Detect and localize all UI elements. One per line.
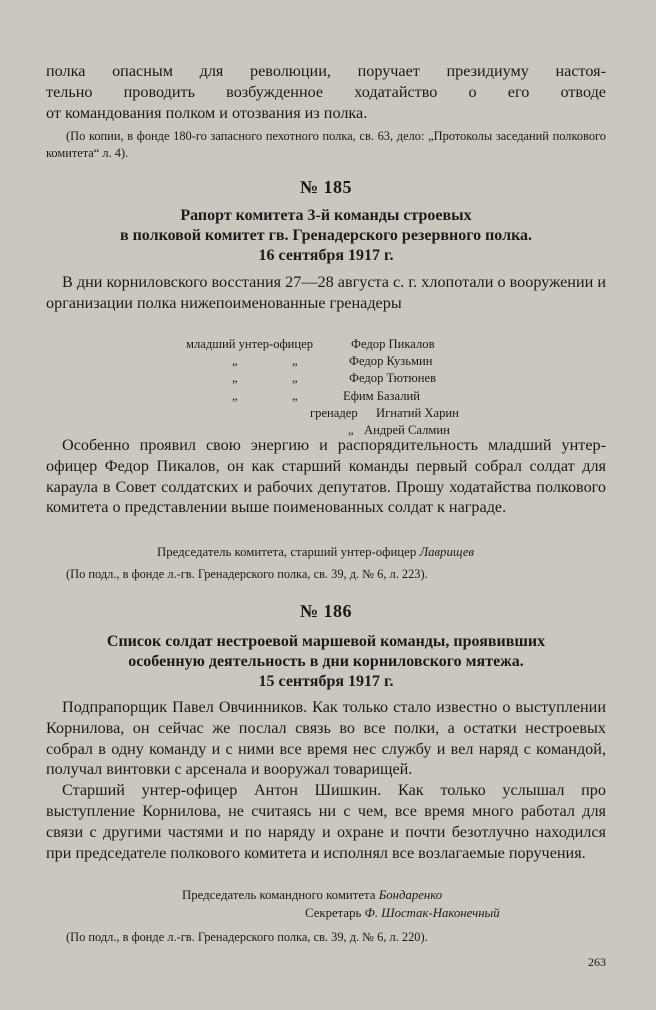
- doc186-source-note: (По подл., в фонде л.-гв. Гренадерского полка, св. 39, д. № 6, л. 220).: [66, 930, 428, 944]
- doc186-title-line-1: Список солдат нестроевой маршевой команды, проявивших: [106, 633, 546, 650]
- page-number: 263: [588, 955, 606, 969]
- doc185-title: [46, 206, 606, 266]
- doc185-signature: [157, 543, 474, 561]
- soldier-rank-ditto: „: [348, 422, 354, 437]
- doc185-title-line-3: 16 сентября 1917 г.: [258, 247, 394, 264]
- soldier-name: Андрей Салмин: [364, 422, 450, 437]
- doc186-title: [46, 632, 606, 692]
- intro-source-note: (По копии, в фонде 180-го запасного пехотного полка, св. 63, дело: „Протоколы заседаний полкового комитета“ л. 4).: [46, 129, 606, 160]
- soldier-name: Ефим Базалий: [343, 388, 420, 403]
- soldier-rank: гренадер: [310, 405, 358, 420]
- soldier-rank-ditto: „: [232, 388, 238, 403]
- doc186-signature-1-name: Бондаренко: [378, 888, 443, 902]
- doc186-paragraph-2: Старший унтер-офицер Антон Шишкин. Как только услышал про выступление Корнилова, не считаясь ни с чем, все время много работал для связи с другими частями и по наряду и охране и почти безотлучно находился при председателе полкового комитета и исполнял все возлагаемые поручения.: [46, 781, 606, 862]
- list-item: [46, 405, 606, 422]
- doc186-paragraph-1: Подпрапорщик Павел Овчинников. Как только стало известно о выступлении Корнилова, он сейчас же послал связь во все полки, а остатки нестроевых собрал в одну команду и с ними все время нес службу и вел наряд с командой, получал винтовки с арсенала и вооружал товарищей.: [46, 698, 606, 779]
- soldier-rank: младший унтер-офицер: [186, 337, 314, 351]
- doc186-title-line-3: 15 сентября 1917 г.: [258, 673, 394, 690]
- doc186-signature-2-name: Ф. Шостак-Наконечный: [364, 906, 500, 920]
- doc185-paragraph-2-text: Особенно проявил свою энергию и распорядительность младший унтер-офицер Федор Пикалов, он как старший команды первый собрал солдат для караула в Совет солдатских и рабочих депутатов. Прошу ходатайства полкового комитета о представлении выше поименованных солдат к награде.: [46, 436, 606, 517]
- doc186-number: № 186: [299, 601, 353, 621]
- intro-paragraph: [46, 61, 606, 123]
- soldier-name: Игнатий Харин: [376, 405, 459, 420]
- doc185-signature-name: Лаврищев: [419, 545, 475, 559]
- soldier-name: Федор Кузьмин: [349, 354, 433, 369]
- doc185-source-note: (По подл., в фонде л.-гв. Гренадерского полка, св. 39, д. № 6, л. 223).: [66, 567, 428, 581]
- soldier-rank-ditto-2: „: [292, 354, 298, 369]
- doc185-signature-role: Председатель комитета, старший унтер-офицер: [157, 545, 417, 559]
- soldier-rank-ditto-2: „: [292, 371, 298, 386]
- doc185-paragraph-1-text: В дни корниловского восстания 27—28 августа с. г. хлопотали о вооружении и организации полка нижепоименованные гренадеры: [46, 273, 606, 312]
- doc185-paragraph-2: [46, 435, 606, 518]
- soldier-rank-ditto: „: [232, 354, 238, 369]
- doc186-signature-1-role: Председатель командного комитета: [182, 888, 376, 902]
- doc186-title-line-2: особенную деятельность в дни корниловского мятежа.: [128, 653, 524, 670]
- doc185-number: № 185: [299, 177, 353, 197]
- list-item: [46, 353, 606, 370]
- list-item: [46, 388, 606, 405]
- list-item: [46, 370, 606, 387]
- intro-line-1: полка опасным для революции, поручает президиуму настоя-: [46, 62, 606, 80]
- doc186-signature-1: [182, 886, 442, 904]
- intro-line-2: тельно проводить возбужденное ходатайство о его отводе: [46, 82, 606, 101]
- soldier-rank-ditto-2: „: [292, 388, 298, 403]
- intro-line-3: от командования полком и отозвания из полка.: [46, 103, 368, 122]
- soldier-rank-ditto: „: [232, 371, 238, 386]
- doc186-signature-2: [305, 904, 500, 922]
- doc185-paragraph-1: [46, 272, 606, 314]
- list-item: [46, 336, 606, 353]
- doc185-soldier-list: [46, 336, 606, 439]
- doc186-signature-2-role: Секретарь: [305, 906, 362, 920]
- doc185-title-line-2: в полковой комитет гв. Гренадерского резервного полка.: [119, 227, 533, 244]
- soldier-name: Федор Пикалов: [351, 337, 435, 351]
- soldier-name: Федор Тютюнев: [349, 371, 437, 386]
- doc186-paragraphs: [46, 697, 606, 863]
- doc185-title-line-1: Рапорт комитета 3-й команды строевых: [180, 207, 472, 224]
